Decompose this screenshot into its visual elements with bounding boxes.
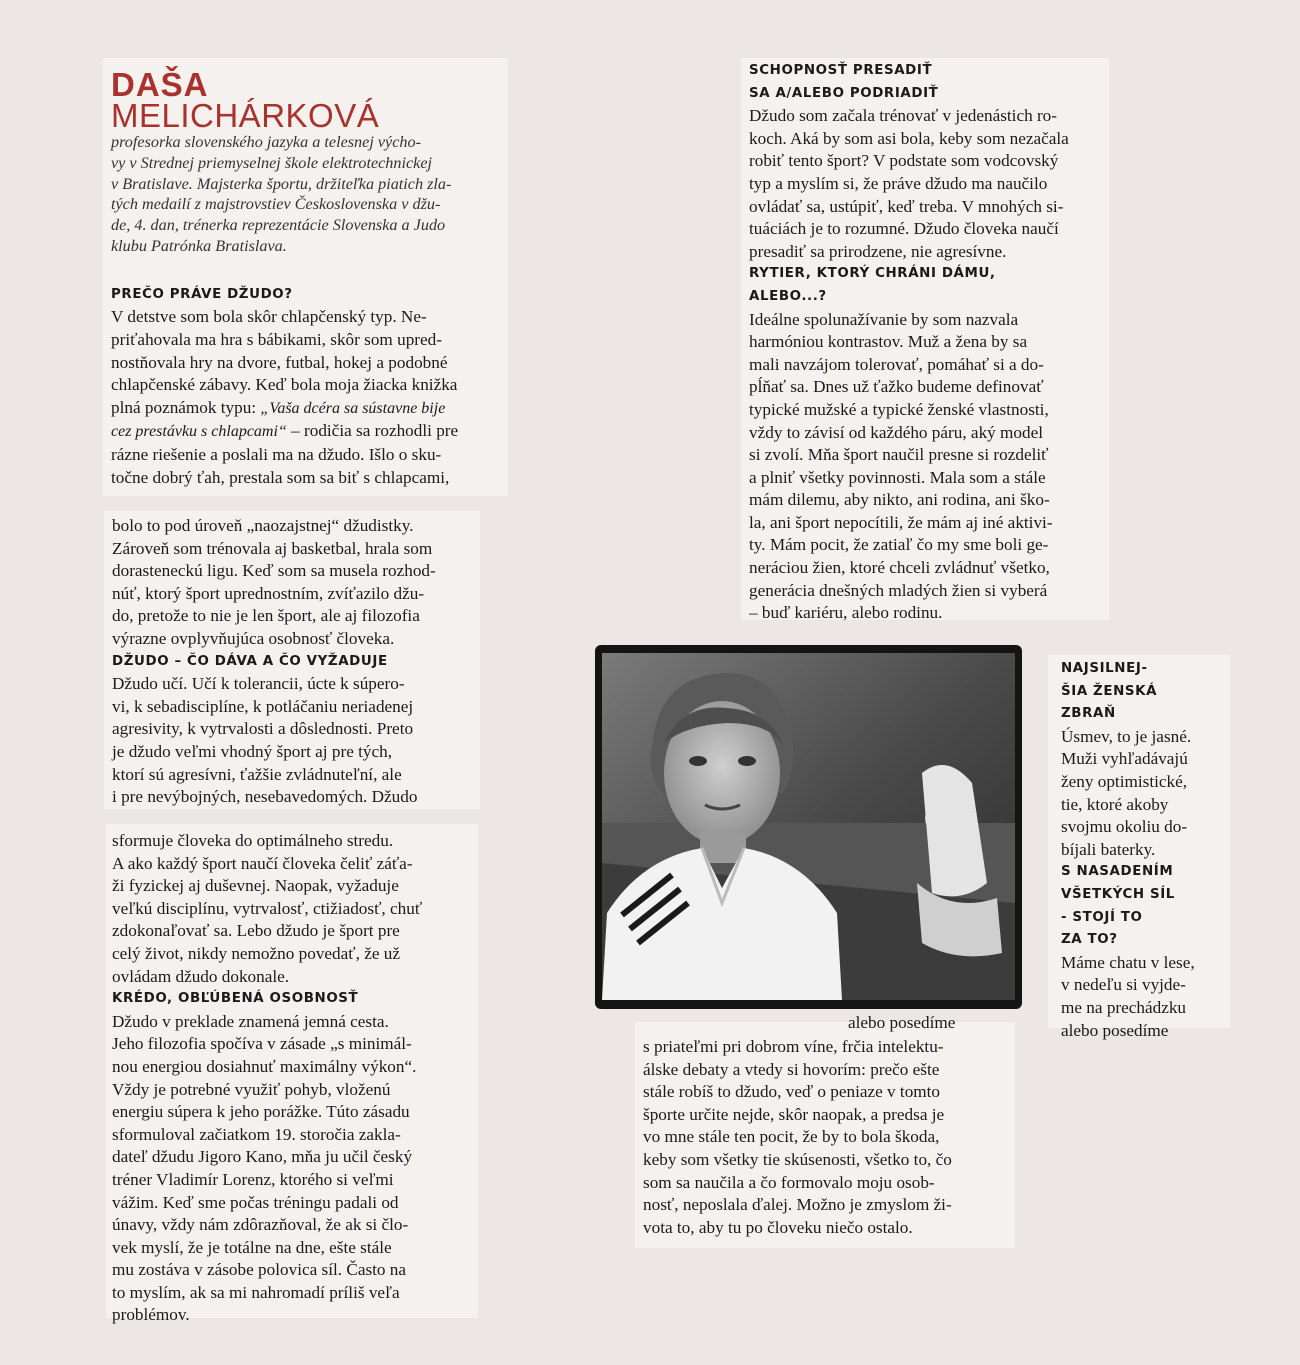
- heading-schopnost: SCHOPNOSŤ PRESADIŤ SA A/ALEBO PODRIADIŤ: [749, 63, 939, 101]
- heading-dzudo: DŽUDO – ČO DÁVA A ČO VYŽADUJE: [112, 653, 388, 669]
- preco-quote: „Vaša dcéra sa sústavne bije cez prestávku s chlapcami“: [111, 399, 446, 441]
- heading-preco: PREČO PRÁVE DŽUDO?: [111, 286, 293, 302]
- schopnost-text: Džudo som začala trénovať v jedenástich ro- koch. Aká by som asi bola, keby som nezačala robiť tento šport? V podstate som vodcovský typ a myslím si, že práve džudo ma naučilo ovládať sa, ustúpiť, keď treba. V mnohých si- tuáciách je to rozumné. Džudo človeka naučí presadiť sa prirodzene, nie agresívne.: [749, 106, 1069, 261]
- heading-rytier: RYTIER, KTORÝ CHRÁNI DÁMU, ALEBO...?: [749, 266, 996, 304]
- first-name: DAŠA: [111, 66, 209, 103]
- heading-zbran: NAJSILNEJ- ŠIA ŽENSKÁ ZBRAŇ: [1061, 661, 1158, 722]
- heading-kredo: KRÉDO, OBĽÚBENÁ OSOBNOSŤ: [112, 991, 359, 1007]
- dzudo-text-a: Džudo učí. Učí k tolerancii, úcte k súpero- vi, k sebadisciplíne, k potláčaniu neriadenej agresivity, k vytrvalosti a dôslednosti. Preto je džudo veľmi vhodný šport aj pre tých, ktorí sú agresívni, ťažšie zvládnuteľní, ale i pre nevýbojných, nesebavedomých. Džudo: [112, 674, 418, 807]
- zbran-text: Úsmev, to je jasné. Muži vyhľadávajú ženy optimistické, tie, ktoré akoby svojmu okoliu do- bíjali baterky.: [1061, 726, 1192, 859]
- clipping-dzudo: [104, 511, 480, 809]
- clipping-schopnost: [741, 58, 1109, 623]
- nasadenie-text: Máme chatu v lese, v nedeľu si vyjde- me na prechádzku alebo posedíme: [1061, 952, 1195, 1040]
- dzudo-text-b: sformuje človeka do optimálneho stredu. A ako každý šport naučí človeka čeliť záťa- ži fyzickej aj duševnej. Naopak, vyžaduje veľkú disciplínu, vytrvalosť, ctižiadosť, chuť zdokonaľovať sa. Lebo džudo je šport pre celý život, nikdy nemožno povedať, že už ovládam džudo dokonale.: [112, 831, 423, 986]
- rytier-text: Ideálne spolunažívanie by som nazvala harmóniou kontrastov. Muž a žena by sa mali navzájom tolerovať, pomáhať si a do- pĺňať sa. Dnes už ťažko budeme definovať typické mužské a typické ženské vlastnosti, vždy to závisí od každého páru, aký model si zvolí. Mňa šport naučil presne si rozdeliť a plniť všetky povinnosti. Mala som a stále mám dilemu, aby nikto, ani rodina, ani ško- la, ani šport nepocítili, že mám aj iné aktivi- ty. Mám pocit, že zatiaľ čo my sme boli ge- neráciou žien, ktoré chceli zvládnuť všetko, generácia dnešných mladých žien si vyberá – buď kariéru, alebo rodinu.: [749, 309, 1053, 623]
- heading-nasadenie: S NASADENÍM VŠETKÝCH SÍL - STOJÍ TO ZA TO?: [1061, 864, 1175, 948]
- kredo-text: Džudo v preklade znamená jemná cesta. Jeho filozofia spočíva v zásade „s minimál- nou energiou dosiahnuť maximálny výkon“. Vždy je potrebné využiť pohyb, vloženú energiu súpera k jeho porážke. Túto zásadu sformuloval začiatkom 19. storočia zakla- dateľ džudu Jigoro Kano, mňa ju učil český tréner Vladimír Lorenz, ktorého si veľmi vážim. Keď sme počas tréningu padali od únavy, vždy nám zdôrazňoval, že ak si člo- vek myslí, že je totálne na dne, ešte stále mu zostáva v zásobe polovica síl. Často na to myslím, ak sa mi nahromadí príliš veľa problémov.: [112, 1011, 417, 1325]
- clipping-zbran: [1048, 655, 1230, 1040]
- portrait-photo: [595, 645, 1022, 1009]
- clipping-continuation: [635, 1013, 1015, 1248]
- preco-text-a: V detstve som bola skôr chlapčenský typ. Ne- priťahovala ma hra s bábikami, skôr som upred- nostňovala hry na dvore, futbal, hokej a podobné chlapčenské zábavy. Keď bola moja žiacka knižka plná poznámok typu: „Vaša dcéra sa sústavne bije cez prestávku s chlapcami“ – rodičia sa rozhodli pre rázne riešenie a poslali ma na džudo. Išlo o sku- točne dobrý ťah, prestala som sa biť s chlapcami,: [111, 307, 459, 487]
- continuation-text: s priateľmi pri dobrom víne, frčia intelektu- álske debaty a vtedy si hovorím: prečo ešte stále robíš to džudo, veď o peniaze v tomto športe určite nejde, skôr naopak, a predsa je vo mne stále ten pocit, že by to bola škoda, keby som všetky tie skúsenosti, všetko to, čo som sa naučila a čo formovalo moju osob- nosť, neposlala ďalej. Možno je zmyslom ži- vota to, aby tu po človeku niečo ostalo.: [643, 1037, 952, 1237]
- intro-text: profesorka slovenského jazyka a telesnej výcho- vy v Strednej priemyselnej škole elektrotechnickej v Bratislave. Majsterka športu, držiteľka piatich zla- tých medailí z majstrovstiev Československa v džu- de, 4. dan, trénerka reprezentácie Slovenska a Judo klubu Patrónka Bratislava.: [111, 133, 452, 255]
- preco-text-c: bolo to pod úroveň „naozajstnej“ džudistky. Zároveň som trénovala aj basketbal, hrala som dorasteneckú ligu. Keď som sa musela rozhod- núť, ktorý šport uprednostním, zvíťazilo džu- do, pretože to nie je len šport, ale aj filozofia výrazne ovplyvňujúca osobnosť človeka.: [112, 516, 436, 648]
- clipping-kredo: [106, 824, 478, 1325]
- clipping-intro: [103, 58, 508, 496]
- last-name: MELICHÁRKOVÁ: [111, 97, 380, 134]
- cut-line: alebo posedíme: [848, 1013, 956, 1032]
- portrait-image: [602, 653, 1015, 1000]
